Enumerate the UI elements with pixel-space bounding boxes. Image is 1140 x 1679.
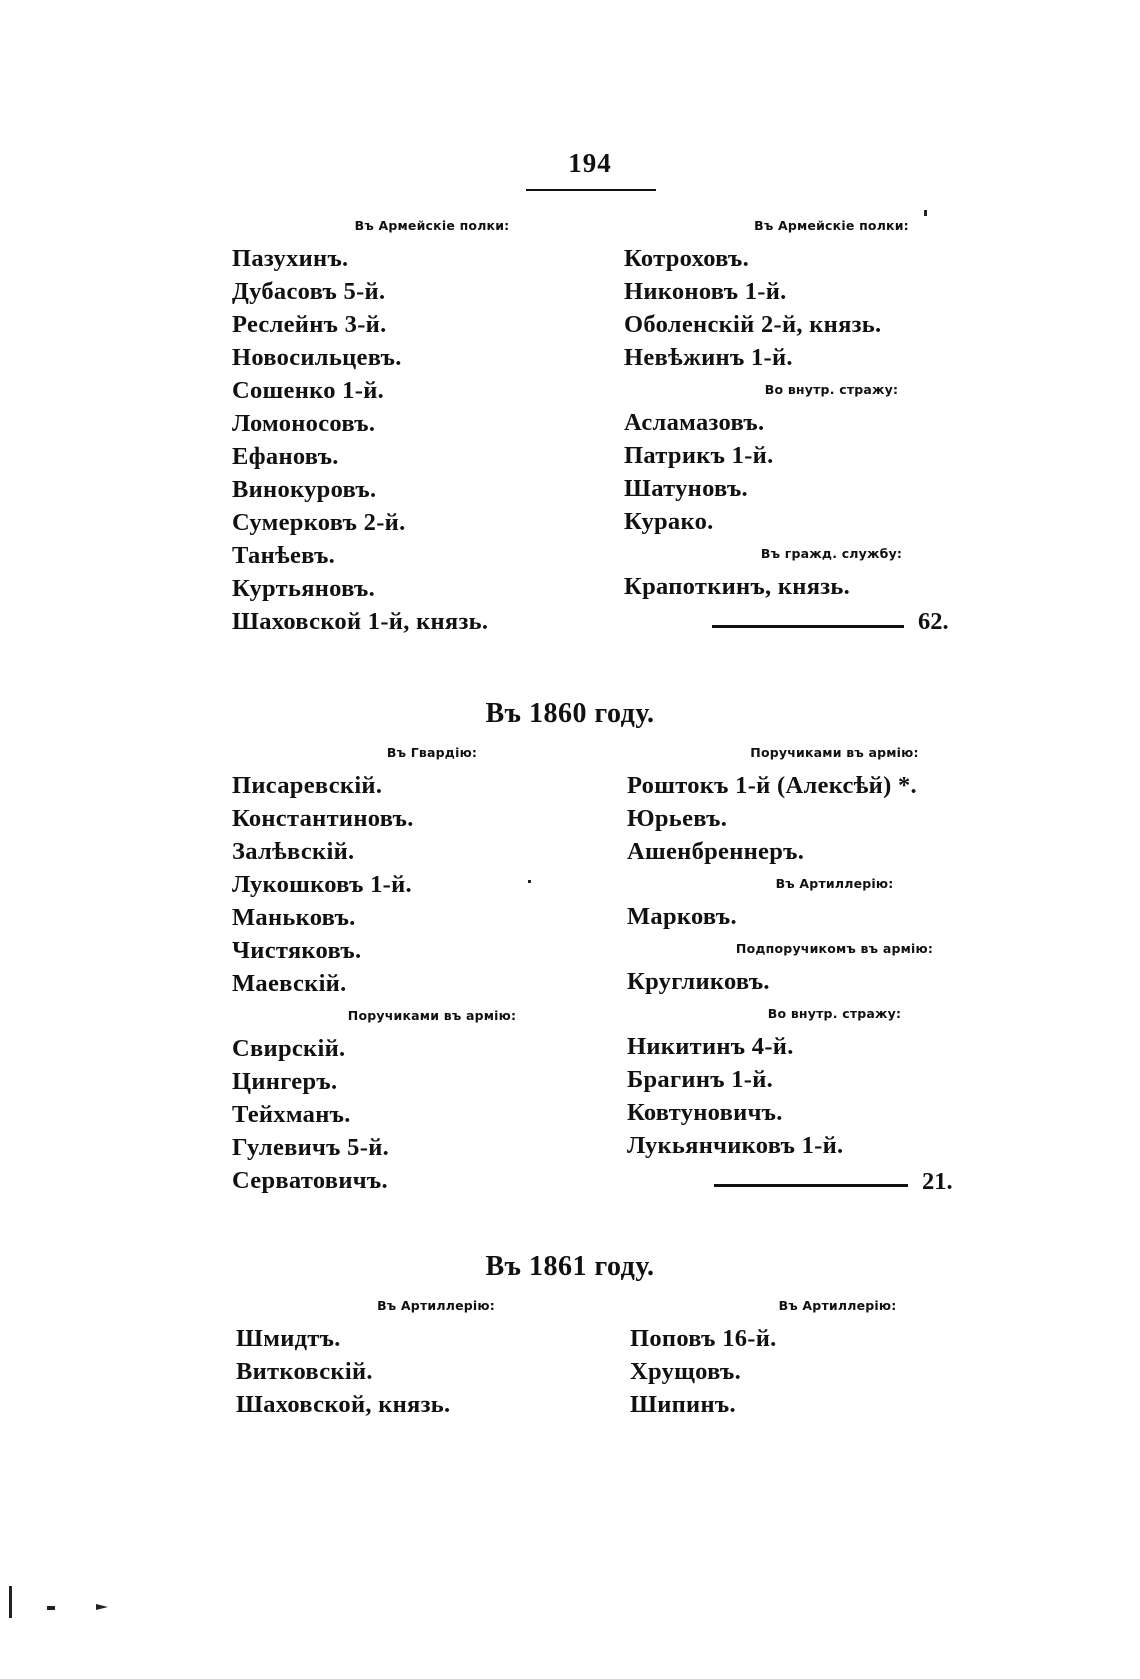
group-heading: Въ Артиллерію: xyxy=(778,1298,897,1313)
section-total: 21. xyxy=(922,1168,953,1195)
name-entry: Сумерковъ 2-й. xyxy=(232,509,406,536)
scan-mark xyxy=(924,210,927,216)
total-rule xyxy=(714,1184,908,1187)
name-entry: Юрьевъ. xyxy=(627,805,728,832)
name-entry: Свирскій. xyxy=(232,1035,346,1062)
name-entry: Хрущовъ. xyxy=(630,1358,741,1385)
name-entry: Тейхманъ. xyxy=(232,1101,351,1128)
top-right-column xyxy=(624,210,1064,603)
name-entry: Лукьянчиковъ 1-й. xyxy=(627,1132,844,1159)
name-entry: Реслейнъ 3-й. xyxy=(232,311,387,338)
name-entry: Гулевичъ 5-й. xyxy=(232,1134,390,1161)
top-left-column xyxy=(232,210,672,638)
name-entry: Ашенбреннеръ. xyxy=(627,838,805,865)
name-entry: Пазухинъ. xyxy=(232,245,349,272)
name-entry: Никитинъ 4-й. xyxy=(627,1033,794,1060)
name-entry: Константиновъ. xyxy=(232,805,414,832)
name-entry: Куртьяновъ. xyxy=(232,575,376,602)
name-entry: Шипинъ. xyxy=(630,1391,736,1418)
group-heading: Въ Армейскіе полки: xyxy=(754,218,909,233)
page-number: 194 xyxy=(568,148,612,178)
page-number-rule xyxy=(526,189,656,191)
name-entry: Невѣжинъ 1-й. xyxy=(624,344,793,371)
name-entry: Залѣвскій. xyxy=(232,838,355,865)
name-entry: Витковскій. xyxy=(236,1358,373,1385)
name-entry: Винокуровъ. xyxy=(232,476,377,503)
group-heading: Въ гражд. службу: xyxy=(760,546,903,561)
name-entry: Цингеръ. xyxy=(232,1068,338,1095)
name-entry: Маевскій. xyxy=(232,970,347,997)
name-entry: Дубасовъ 5-й. xyxy=(232,278,386,305)
name-entry: Ковтуновичъ. xyxy=(627,1099,783,1126)
scan-mark xyxy=(47,1606,55,1610)
name-entry: Шатуновъ. xyxy=(624,475,748,502)
group-heading: Поручиками въ армію: xyxy=(750,745,919,760)
scan-mark xyxy=(528,880,531,883)
name-entry: Котроховъ. xyxy=(624,245,750,272)
name-entry: Брагинъ 1-й. xyxy=(627,1066,774,1093)
group-heading: Въ Гвардію: xyxy=(386,745,478,760)
name-entry: Лукошковъ 1-й. xyxy=(232,871,412,898)
scan-mark xyxy=(9,1586,12,1618)
name-entry: Никоновъ 1-й. xyxy=(624,278,787,305)
year-heading-1861: Въ 1861 году. xyxy=(485,1251,655,1282)
section-total: 62. xyxy=(918,608,949,635)
name-entry: Чистяковъ. xyxy=(232,937,362,964)
name-entry: Танѣевъ. xyxy=(232,542,336,569)
group-heading: Въ Армейскіе полки: xyxy=(354,218,510,233)
scan-mark xyxy=(96,1604,108,1610)
group-heading: Во внутр. стражу: xyxy=(767,1006,902,1021)
1861-right-column xyxy=(630,1290,1070,1421)
group-heading: Въ Артиллерію: xyxy=(775,876,894,891)
name-entry: Патрикъ 1-й. xyxy=(624,442,774,469)
name-entry: Ломоносовъ. xyxy=(232,410,376,437)
group-heading: Подпоручикомъ въ армію: xyxy=(735,941,934,956)
group-heading: Поручиками въ армію: xyxy=(347,1008,517,1023)
1860-right-column xyxy=(627,737,1067,1162)
name-entry: Оболенскій 2-й, князь. xyxy=(624,311,882,338)
name-entry: Новосильцевъ. xyxy=(232,344,402,371)
total-rule xyxy=(712,625,904,628)
name-entry: Асламазовъ. xyxy=(624,409,765,436)
name-entry: Маньковъ. xyxy=(232,904,356,931)
name-entry: Серватовичъ. xyxy=(232,1167,388,1194)
group-heading: Во внутр. стражу: xyxy=(764,382,899,397)
name-entry: Кругликовъ. xyxy=(627,968,770,995)
name-entry: Крапоткинъ, князь. xyxy=(624,573,851,600)
group-heading: Въ Артиллерію: xyxy=(377,1298,495,1313)
name-entry: Ефановъ. xyxy=(232,443,339,470)
name-entry: Шмидтъ. xyxy=(236,1325,341,1352)
name-entry: Поповъ 16-й. xyxy=(630,1325,777,1352)
name-entry: Роштокъ 1-й (Алексѣй) *. xyxy=(627,772,917,799)
year-heading-1860: Въ 1860 году. xyxy=(485,698,655,729)
1860-left-column xyxy=(232,737,672,1197)
name-entry: Шаховской, князь. xyxy=(236,1391,451,1418)
name-entry: Марковъ. xyxy=(627,903,737,930)
name-entry: Шаховской 1-й, князь. xyxy=(232,608,489,635)
name-entry: Курако. xyxy=(624,508,714,535)
name-entry: Сошенко 1-й. xyxy=(232,377,385,404)
name-entry: Писаревскій. xyxy=(232,772,383,799)
